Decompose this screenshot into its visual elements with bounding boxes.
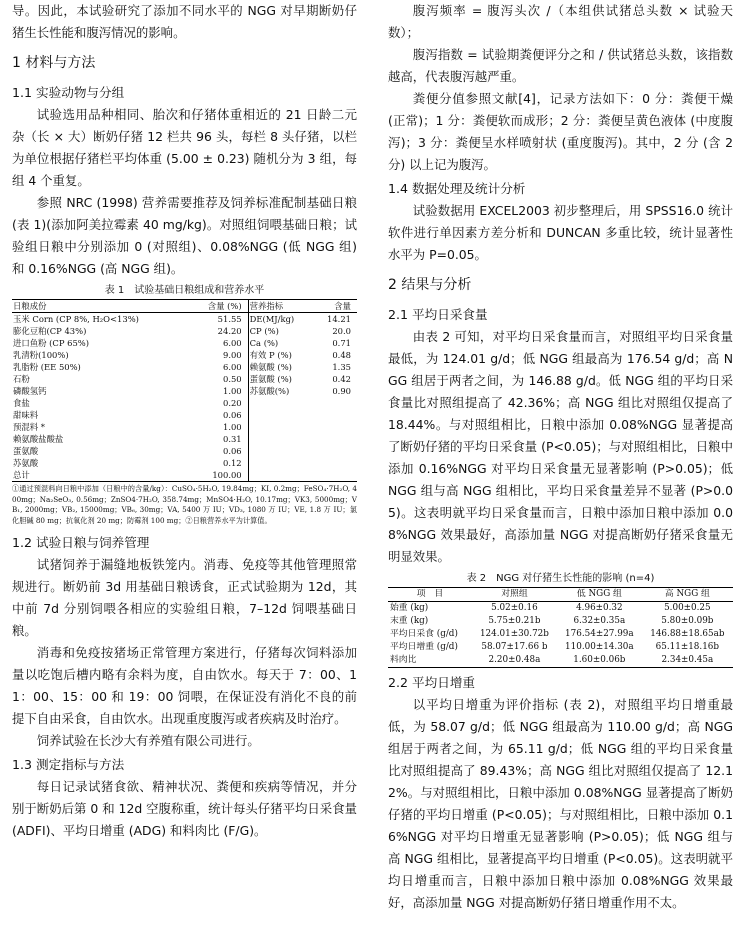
table1-header-ingredient: 日粮成份 [12, 300, 190, 313]
table1-ingredient-cell: 蛋氨酸 [13, 446, 39, 456]
subsection-heading-1-2: 1.2 试验日粮与饲养管理 [12, 535, 150, 550]
table1-level-cell [314, 445, 357, 457]
subsection-heading-2-2: 2.2 平均日增重 [388, 675, 476, 690]
table2-header-control: 对照组 [472, 588, 557, 602]
paragraph-diarrhea-index: 腹泻指数 = 试验期粪便评分之和 / 供试猪总头数，该指数越高，代表腹泻越严重。 [388, 47, 733, 84]
table1-level-cell: 20.0 [332, 326, 351, 336]
table1-nutrient-cell: 苏氨酸(%) [249, 386, 290, 396]
table1-row [12, 361, 357, 373]
table2-header-item: 项 目 [388, 588, 472, 602]
table1-header-nutrient: 营养指标 [248, 300, 314, 313]
table1-content-cell: 24.20 [190, 325, 248, 337]
table1-header-content: 含量 (%) [190, 300, 248, 313]
table1-row [12, 457, 357, 469]
table1-level-cell: 1.35 [332, 362, 351, 372]
paragraph-diarrhea-frequency: 腹泻频率 = 腹泻头次 /（本组供试猪总头数 × 试验天数）； [388, 3, 733, 40]
table2-high-cell: 65.11±18.16b [655, 642, 720, 652]
table1-ingredient-cell: 赖氨酸盐酸盐 [13, 434, 64, 444]
table1-nutrient-cell: 有效 P (%) [249, 350, 292, 360]
table1-level-cell [314, 433, 357, 445]
table1-nutrient-cell: Ca (%) [249, 338, 279, 348]
table1-level-cell: 0.71 [332, 338, 351, 348]
table1-row [12, 409, 357, 421]
table1-level-cell [314, 421, 357, 433]
table2-item-cell: 末重 (kg) [390, 616, 429, 626]
table2-control-cell: 58.07±17.66 b [481, 642, 548, 652]
table1-content-cell: 0.50 [190, 373, 248, 385]
table1-nutrient-cell [248, 457, 314, 469]
table2-row [388, 602, 733, 616]
table2-item-cell: 始重 (kg) [390, 603, 429, 613]
table1-nutrient-cell: 蛋氨酸 (%) [249, 374, 292, 384]
table1-ingredient-cell: 预混料 * [13, 422, 45, 432]
table1-content-cell: 0.20 [190, 397, 248, 409]
table2-control-cell: 2.20±0.48a [488, 655, 541, 665]
table1-nutrient-cell [248, 421, 314, 433]
table1-row [12, 349, 357, 361]
table1-nutrient-cell [248, 409, 314, 421]
table1-row [12, 325, 357, 337]
table1-row [12, 433, 357, 445]
table1-row [12, 397, 357, 409]
paragraph-adfi: 由表 2 可知，对平均日采食量而言，对照组平均日采食量最低，为 124.01 g/d；低 NGG 组最高为 176.54 g/d；高 NGG 组居于两者之间，为 146.88 g/d。低 NGG 组的平均日采食量比对照组提高了 42.36%；高 NGG 组比对照组仅提高了 18.44%。与对照组相比，日粮中添加 0.08%NGG 显著提高了断奶仔猪的平均日采食量 (P<0.05)；与对照组相比，日粮中添加 0.16%NGG 对平均日采食量无显著影响 (P>0.05)；低 NGG 组与高 NGG 组相比，平均日采食量差异不显著 (P>0.05)。这表明就平均日采食量而言，日粮中添加日粮中添加 0.08%NGG 效果最好，高添加量 NGG 对提高断奶仔猪采食量无明显效果。 [388, 329, 733, 564]
table1-ingredient-cell: 乳脂粉 (EE 50%) [13, 362, 81, 372]
paragraph-adg: 以平均日增重为评价指标 (表 2)，对照组平均日增重最低，为 58.07 g/d；低 NGG 组最高为 110.00 g/d；高 NGG 组居于两者之间，为 65.11 g/d；低 NGG 组的平均日采食量比对照组提高了 89.43%；高 NGG 组比对照组仅提高了 12.12%。与对照组相比，日粮中添加 0.08%NGG 显著提高了断奶仔猪的平均日增重 (P<0.05)；与对照组相比，日粮中添加 0.16%NGG 对平均日增重无显著影响 (P>0.05)；低 NGG 组与高 NGG 组相比，显著提高平均日增重 (P<0.05)。这表明就平均日增重而言，日粮中添加日粮中添加 0.08%NGG 效果最好，高添加量 NGG 对提高断奶仔猪日增重作用不太。 [388, 697, 733, 910]
table1-ingredient-cell: 玉米 Corn (CP 8%, H₂O<13%) [13, 314, 139, 324]
table1-caption: 表 1 试验基础日粮组成和营养水平 [104, 285, 265, 296]
table1-header-level: 含量 [314, 300, 357, 313]
table1-row [12, 445, 357, 457]
table1-content-cell: 1.00 [190, 421, 248, 433]
subsection-heading-2-1: 2.1 平均日采食量 [388, 307, 488, 322]
table1-diet-composition [12, 299, 357, 482]
table2-row [388, 615, 733, 628]
table1-nutrient-cell: DE(MJ/kg) [249, 314, 295, 324]
table1-content-cell: 100.00 [190, 469, 248, 482]
table1-level-cell: 14.21 [327, 314, 351, 324]
table2-control-cell: 5.02±0.16 [491, 603, 538, 613]
table2-low-cell: 6.32±0.35a [573, 616, 626, 626]
table1-ingredient-cell: 食盐 [13, 398, 30, 408]
paragraph-measurements: 每日记录试猪食欲、精神状况、粪便和疾病等情况，并分别于断奶后第 0 和 12d 空腹称重，统计每头仔猪平均日采食量 (ADFI)、平均日增重 (ADG) 和料肉比 (F/G)。 [12, 779, 357, 838]
paragraph-animals: 试验选用品种相同、胎次和仔猪体重相近的 21 日龄二元杂（长 × 大）断奶仔猪 12 栏共 96 头，每栏 8 头仔猪，以栏为单位根据仔猪栏平均体重 (5.00 ± 0.23) 随机分为 3 组，每组 4 个重复。 [12, 107, 357, 188]
table1-ingredient-cell: 苏氨酸 [13, 458, 39, 468]
table2-header-low: 低 NGG 组 [557, 588, 642, 602]
subsection-heading-1-3: 1.3 测定指标与方法 [12, 757, 125, 772]
table2-high-cell: 2.34±0.45a [661, 655, 714, 665]
table1-level-cell: 0.48 [332, 350, 351, 360]
table1-nutrient-cell [248, 469, 314, 482]
table2-growth-performance [388, 587, 733, 668]
table1-level-cell: 0.90 [332, 386, 351, 396]
table1-row [12, 385, 357, 397]
table1-row [12, 421, 357, 433]
table1-ingredient-cell: 磷酸氢钙 [13, 386, 47, 396]
table2-item-cell: 平均日增重 (g/d) [390, 642, 458, 652]
table1-row [12, 469, 357, 482]
table1-content-cell: 1.00 [190, 385, 248, 397]
table1-content-cell: 9.00 [190, 349, 248, 361]
table1-ingredient-cell: 总计 [13, 470, 30, 480]
table1-nutrient-cell [248, 445, 314, 457]
table2-row [388, 628, 733, 641]
table2-caption: 表 2 NGG 对仔猪生长性能的影响 (n=4) [466, 573, 655, 584]
table2-row [388, 641, 733, 654]
table1-ingredient-cell: 石粉 [13, 374, 30, 384]
intro-paragraph-end: 导。因此，本试验研究了添加不同水平的 NGG 对早期断奶仔猪生长性能和腹泻情况的影响。 [12, 3, 357, 40]
table2-control-cell: 124.01±30.72b [479, 629, 549, 639]
right-column [388, 0, 733, 914]
table1-nutrient-cell: 赖氨酸 (%) [249, 362, 292, 372]
section-heading-results: 2 结果与分析 [388, 277, 472, 293]
table2-item-cell: 平均日采食 (g/d) [390, 629, 458, 639]
table1-header-row [12, 300, 357, 313]
table1-ingredient-cell: 乳清粉(100%) [13, 350, 69, 360]
paragraph-feeding-1: 试猪饲养于漏缝地板铁笼内。消毒、免疫等其他管理照常规进行。断奶前 3d 用基础日粮诱食，正式试验期为 12d，其中前 7d 分别饲喂各相应的实验组日粮，7–12d 饲喂基础日粮。 [12, 557, 357, 638]
table2-high-cell: 5.80±0.09b [661, 616, 714, 626]
table2-item-cell: 料肉比 [390, 655, 417, 665]
table2-high-cell: 146.88±18.65ab [650, 629, 725, 639]
left-column [12, 0, 357, 842]
table2-high-cell: 5.00±0.25 [664, 603, 711, 613]
table1-level-cell [314, 397, 357, 409]
table1-ingredient-cell: 甜味料 [13, 410, 39, 420]
table2-header-row [388, 588, 733, 602]
subsection-heading-1-1: 1.1 实验动物与分组 [12, 85, 125, 100]
paragraph-statistics: 试验数据用 EXCEL2003 初步整理后，用 SPSS16.0 统计软件进行单因素方差分析和 DUNCAN 多重比较，统计显著性水平为 P=0.05。 [388, 203, 733, 262]
table1-nutrient-cell [248, 433, 314, 445]
table1-ingredient-cell: 进口鱼粉 (CP 65%) [13, 338, 90, 348]
table1-level-cell [314, 457, 357, 469]
paragraph-fecal-score: 粪便分值参照文献[4]，记录方法如下：0 分：粪便干燥 (正常)；1 分：粪便软而成形；2 分：粪便呈黄色液体 (中度腹泻)；3 分：粪便呈水样喷射状 (重度腹泻)。其中，2 分 (含 2 分) 以上记为腹泻。 [388, 91, 733, 172]
table1-row [12, 337, 357, 349]
paragraph-feeding-3: 饲养试验在长沙大有养殖有限公司进行。 [36, 733, 260, 748]
table2-low-cell: 4.96±0.32 [576, 603, 623, 613]
table1-row [12, 313, 357, 326]
table2-header-high: 高 NGG 组 [642, 588, 733, 602]
subsection-heading-1-4: 1.4 数据处理及统计分析 [388, 181, 526, 196]
table1-level-cell: 0.42 [332, 374, 351, 384]
table1-nutrient-cell [248, 397, 314, 409]
paragraph-feeding-2: 消毒和免疫按猪场正常管理方案进行，仔猪每次饲料添加量以吃饱后槽内略有余料为度，自由饮水。每天于 7：00、11：00、15：00 和 19：00 饲喂，在保证没有消化不良的前提下自由采食，自由饮水。出现重度腹泻或者疾病及时治疗。 [12, 645, 357, 726]
table1-content-cell: 0.12 [190, 457, 248, 469]
table1-ingredient-cell: 膨化豆粕(CP 43%) [13, 326, 87, 336]
table2-control-cell: 5.75±0.21b [488, 616, 541, 626]
table1-content-cell: 6.00 [190, 361, 248, 373]
table2-low-cell: 176.54±27.99a [565, 629, 634, 639]
table1-nutrient-cell: CP (%) [249, 326, 279, 336]
table1-footnote: ①通过预混料向日粮中添加（日粮中的含量/kg）：CuSO₄·5H₂O, 19.84mg；KI, 0.2mg；FeSO₄·7H₂O, 400mg；Na₂SeO₃, 0.56mg；ZnSO4·7H₂O, 358.74mg；MnSO4·H₂O, 10.17mg；VK3, 5000mg；VB₁, 2000mg；VB₂, 15000mg；VB₆, 30mg；VA, 5400 万 IU；VD₃, 1080 万 IU；VE, 1.8 万 IU；氯化胆碱 80 mg；抗氧化剂 20 mg；防霉剂 100 mg；②日粮营养水平为计算值。 [12, 484, 357, 525]
table1-level-cell [314, 409, 357, 421]
table1-content-cell: 0.31 [190, 433, 248, 445]
table1-row [12, 373, 357, 385]
table2-row [388, 654, 733, 668]
table1-content-cell: 51.55 [190, 313, 248, 326]
table2-low-cell: 1.60±0.06b [573, 655, 626, 665]
table1-level-cell [314, 469, 357, 482]
table1-content-cell: 6.00 [190, 337, 248, 349]
paragraph-diet: 参照 NRC (1998) 营养需要推荐及饲养标准配制基础日粮 (表 1)(添加阿美拉霉素 40 mg/kg)。对照组饲喂基础日粮；试验组日粮中分别添加 0 (对照组)、0.08%NGG (低 NGG 组) 和 0.16%NGG (高 NGG 组)。 [12, 195, 357, 276]
table2-low-cell: 110.00±14.30a [565, 642, 634, 652]
table1-content-cell: 0.06 [190, 445, 248, 457]
table1-content-cell: 0.06 [190, 409, 248, 421]
section-heading-materials: 1 材料与方法 [12, 55, 96, 71]
